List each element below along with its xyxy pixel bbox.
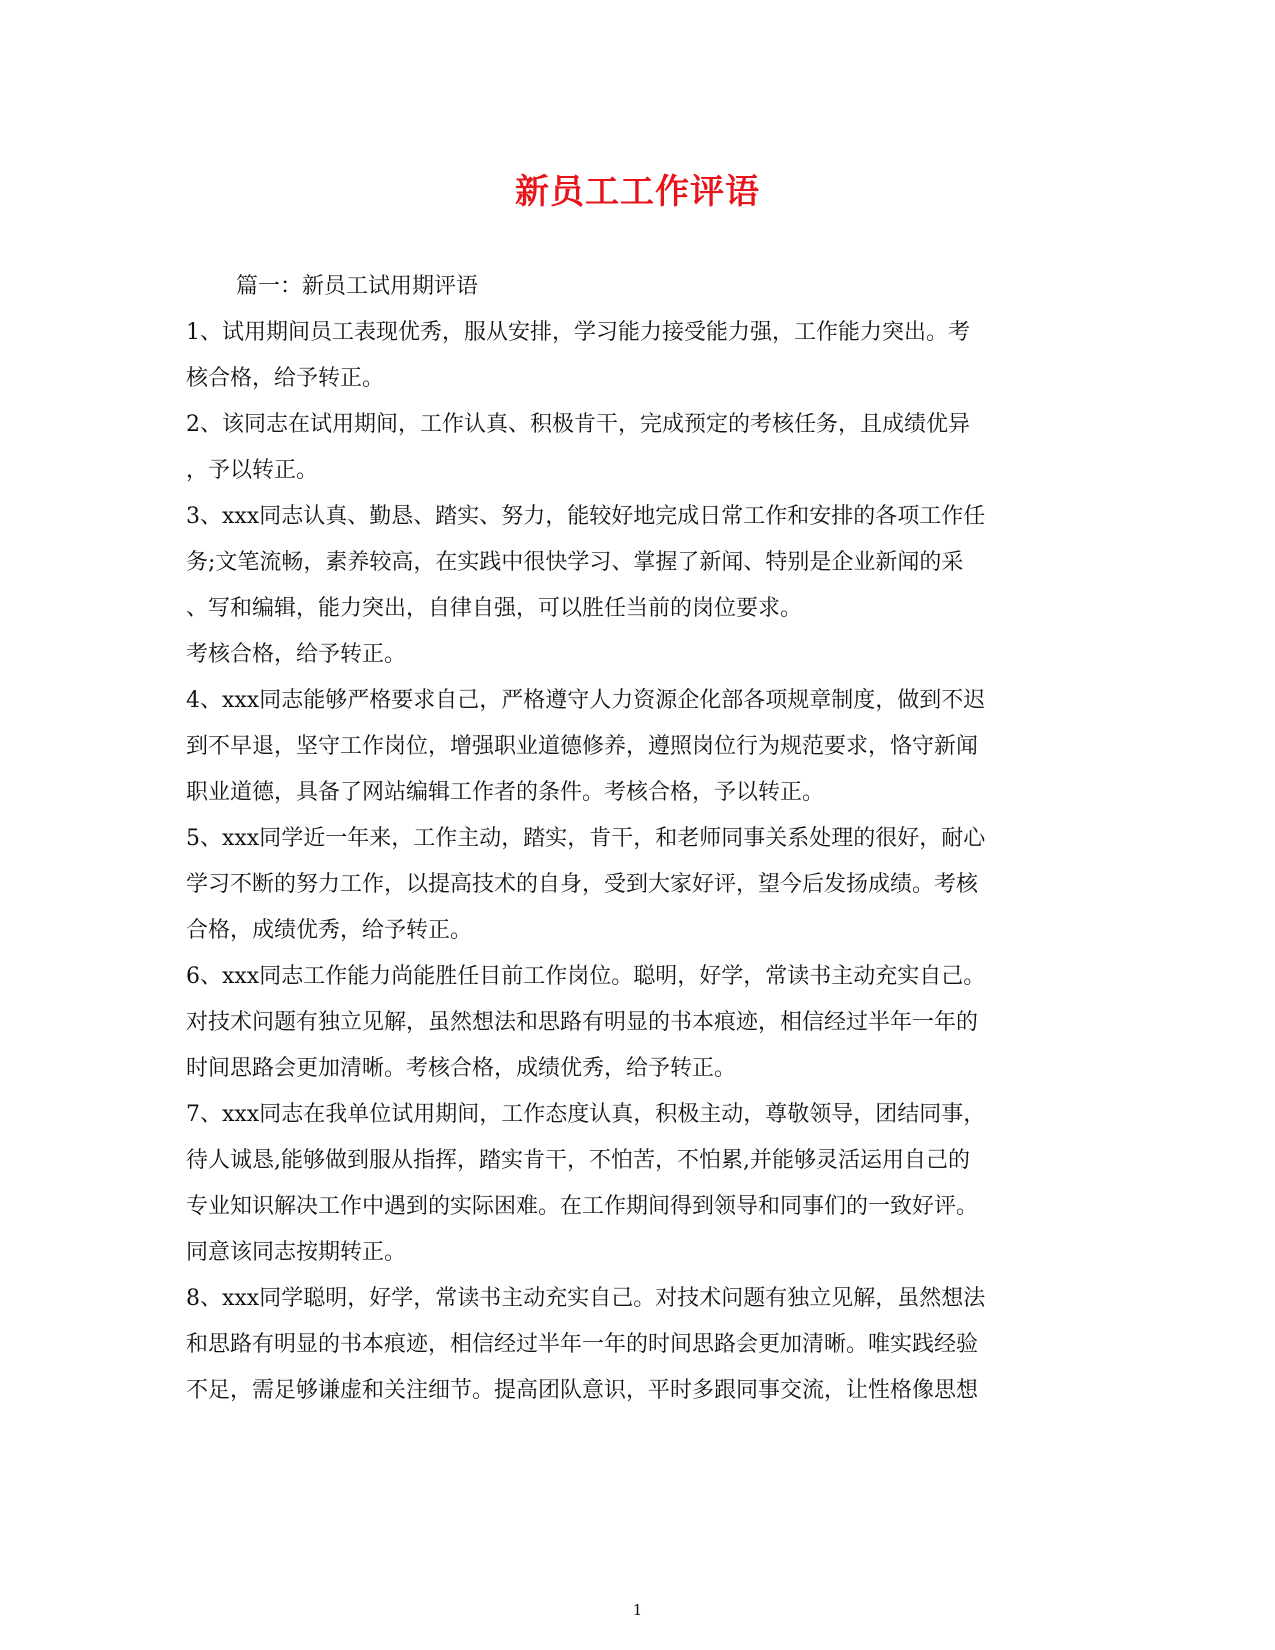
body-line: 专业知识解决工作中遇到的实际困难。在工作期间得到领导和同事们的一致好评。 xyxy=(186,1194,979,1219)
body-line: 合格，成绩优秀，给予转正。 xyxy=(186,918,473,943)
body-line: 待人诚恳,能够做到服从指挥，踏实肯干，不怕苦，不怕累,并能够灵活运用自己的 xyxy=(186,1148,970,1173)
document-title: 新员工工作评语 xyxy=(515,172,760,212)
body-line: 核合格，给予转正。 xyxy=(186,366,385,391)
body-line: 和思路有明显的书本痕迹，相信经过半年一年的时间思路会更加清晰。唯实践经验 xyxy=(186,1332,979,1357)
body-line: 学习不断的努力工作，以提高技术的自身，受到大家好评，望今后发扬成绩。考核 xyxy=(186,872,979,897)
body-line: 5、xxx同学近一年来，工作主动，踏实，肯干，和老师同事关系处理的很好，耐心 xyxy=(186,826,986,851)
page-number: 1 xyxy=(632,1601,643,1619)
body-line: 对技术问题有独立见解，虽然想法和思路有明显的书本痕迹，相信经过半年一年的 xyxy=(186,1010,979,1035)
body-line: 时间思路会更加清晰。考核合格，成绩优秀，给予转正。 xyxy=(186,1056,737,1081)
body-line: 务;文笔流畅，素养较高，在实践中很快学习、掌握了新闻、特别是企业新闻的采 xyxy=(186,550,964,575)
body-line: 3、xxx同志认真、勤恳、踏实、努力，能较好地完成日常工作和安排的各项工作任 xyxy=(186,504,986,529)
body-line: 职业道德，具备了网站编辑工作者的条件。考核合格，予以转正。 xyxy=(186,780,825,805)
body-line: 到不早退，坚守工作岗位，增强职业道德修养，遵照岗位行为规范要求，恪守新闻 xyxy=(186,734,979,759)
body-line: 1、试用期间员工表现优秀，服从安排，学习能力接受能力强，工作能力突出。考 xyxy=(186,320,970,345)
body-line: 2、该同志在试用期间，工作认真、积极肯干，完成预定的考核任务，且成绩优异 xyxy=(186,412,970,437)
body-line: ，予以转正。 xyxy=(186,458,319,483)
body-line: 、写和编辑，能力突出，自律自强，可以胜任当前的岗位要求。 xyxy=(186,596,803,621)
body-line: 不足，需足够谦虚和关注细节。提高团队意识，平时多跟同事交流，让性格像思想 xyxy=(186,1378,979,1403)
body-line: 考核合格，给予转正。 xyxy=(186,642,407,667)
body-line: 同意该同志按期转正。 xyxy=(186,1240,407,1265)
body-line: 4、xxx同志能够严格要求自己，严格遵守人力资源企化部各项规章制度，做到不迟 xyxy=(186,688,986,713)
body-line: 7、xxx同志在我单位试用期间，工作态度认真，积极主动，尊敬领导，团结同事， xyxy=(186,1102,986,1127)
section-heading: 篇一：新员工试用期评语 xyxy=(236,274,479,299)
body-line: 6、xxx同志工作能力尚能胜任目前工作岗位。聪明，好学，常读书主动充实自己。 xyxy=(186,964,986,989)
body-line: 8、xxx同学聪明，好学，常读书主动充实自己。对技术问题有独立见解，虽然想法 xyxy=(186,1286,986,1311)
